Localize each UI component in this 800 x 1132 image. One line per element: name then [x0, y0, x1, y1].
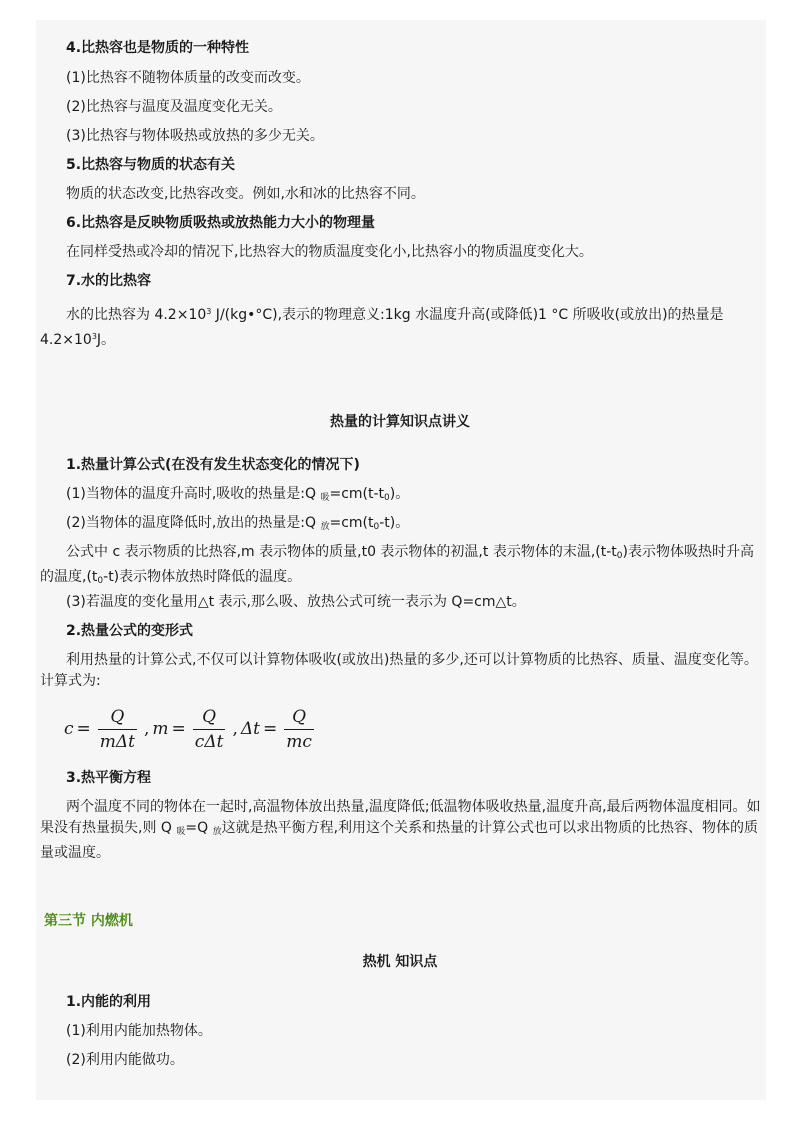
formula-c-fraction: $\frac{Q}{\text{mΔt}}$ — [99, 706, 136, 752]
sec6-line1: 在同样受热或冷却的情况下,比热容大的物质温度变化小,比热容小的物质温度变化大。 — [66, 244, 593, 260]
calc-line-unified: (3)若温度的变化量用△t 表示,那么吸、放热公式可统一表示为 Q=cm△t。 — [66, 594, 526, 610]
engine-heading-1: 1.内能的利用 — [66, 994, 152, 1010]
calc-heading-1: 1.热量计算公式(在没有发生状态变化的情况下) — [66, 457, 360, 473]
sec5-line1: 物质的状态改变,比热容改变。例如,水和冰的比热容不同。 — [66, 186, 425, 202]
formula-c-lhs: c — [64, 719, 74, 739]
engine-line2: (2)利用内能做功。 — [66, 1052, 184, 1068]
engine-line1: (1)利用内能加热物体。 — [66, 1023, 212, 1039]
calc-line-release: (2)当物体的温度降低时,放出的热量是:Q $_放=cm(t_0-t)$。 — [66, 515, 410, 532]
calc-variant-paragraph: 利用热量的计算公式,不仅可以计算物体吸收(或放出)热量的多少,还可以计算物质的比热容、质量、温度变化等。计算式为: — [40, 652, 758, 689]
heat-formula-variants: c = $\frac{Q}{\text{mΔt}}$ , m = $\frac{Q}{\text{cΔt}}$ , Δt = $\frac{Q}{mc}$ — [64, 706, 312, 752]
sec4-line2: (2)比热容与温度及温度变化无关。 — [66, 99, 282, 115]
heading-sec6: 6.比热容是反映物质吸热或放热能力大小的物理量 — [66, 215, 376, 231]
heading-sec5: 5.比热容与物质的状态有关 — [66, 157, 236, 173]
calc-symbol-paragraph: 公式中 c 表示物质的比热容,m 表示物体的质量,t0 表示物体的初温,t 表示物体的末温$,(t-t_0)$表示物体吸热时升高的温度$,(t_0-t)$表示物体放热时降低的温度。 — [40, 544, 754, 586]
sec4-line3: (3)比热容与物体吸热或放热的多少无关。 — [66, 128, 324, 144]
heading-sec7: 7.水的比热容 — [66, 273, 152, 289]
calc-line-absorb: (1)当物体的温度升高时,吸收的热量是:Q $_吸=cm(t-t_0)$。 — [66, 486, 410, 503]
formula-m-lhs: m — [152, 719, 169, 739]
section-label: 第三节 内燃机 — [44, 913, 133, 929]
calc-title: 热量的计算知识点讲义 — [330, 414, 470, 430]
heat-balance-paragraph: 两个温度不同的物体在一起时,高温物体放出热量,温度降低;低温物体吸收热量,温度升高,最后两物体温度相同。如果没有热量损失,则 Q $_吸$=Q $_放$这就是热平衡方程,利用这个关系和热量的计算公式也可以求出物质的比热容、物体的质量或温度。 — [40, 799, 761, 861]
calc-heading-3: 3.热平衡方程 — [66, 770, 152, 786]
heat-engine-title: 热机 知识点 — [362, 954, 438, 970]
formula-t-fraction: $\frac{Q}{mc}$ — [286, 706, 312, 752]
sec7-paragraph: 水的比热容为 $4.2\times 10^3$ J/(kg•°C),表示的物理意义:1kg 水温度升高(或降低)1 °C 所吸收(或放出)的热量是 $4.2\times 10^3J$。 — [40, 307, 724, 348]
formula-t-lhs: Δt — [240, 719, 260, 739]
heading-sec4: 4.比热容也是物质的一种特性 — [66, 40, 250, 56]
formula-m-fraction: $\frac{Q}{\text{cΔt}}$ — [194, 706, 224, 752]
calc-heading-2: 2.热量公式的变形式 — [66, 623, 194, 639]
sec4-line1: (1)比热容不随物体质量的改变而改变。 — [66, 70, 310, 86]
